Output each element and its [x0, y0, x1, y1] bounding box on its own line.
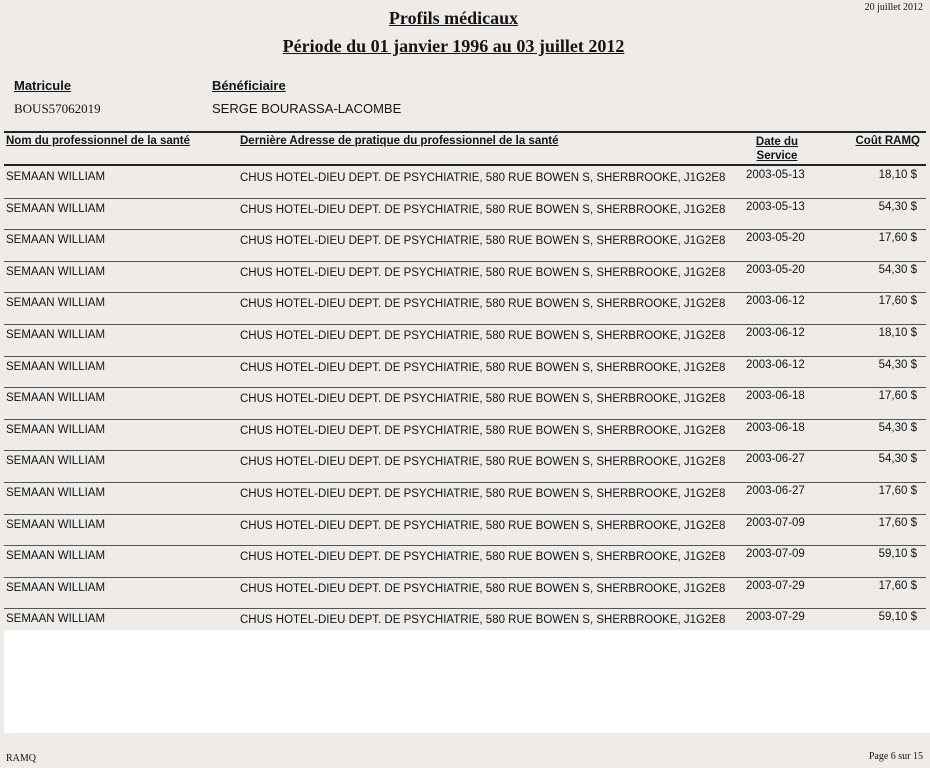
column-header-name: Nom du professionnel de la santé — [6, 135, 191, 147]
cell-cost: 54,30 $ — [878, 358, 917, 371]
cell-name: SEMAAN WILLIAM — [6, 581, 106, 594]
table-row — [4, 483, 926, 515]
cell-cost: 18,10 $ — [878, 169, 917, 181]
cell-name: SEMAAN WILLIAM — [6, 550, 106, 563]
cell-cost: 54,30 $ — [878, 453, 917, 466]
cell-date: 2003-05-13 — [746, 200, 805, 213]
cell-date: 2003-07-09 — [746, 548, 805, 561]
table-row — [4, 578, 926, 610]
cell-cost: 59,10 $ — [878, 548, 917, 561]
cell-cost: 17,60 $ — [878, 295, 917, 308]
cell-name: SEMAAN WILLIAM — [6, 392, 106, 405]
cell-address: CHUS HOTEL-DIEU DEPT. DE PSYCHIATRIE, 580 RUE BOWEN S, SHERBROOKE, J1G2E8 — [240, 298, 726, 311]
document-title: Profils médicaux — [388, 8, 519, 28]
table-row — [4, 546, 926, 578]
cell-address: CHUS HOTEL-DIEU DEPT. DE PSYCHIATRIE, 580 RUE BOWEN S, SHERBROOKE, J1G2E8 — [240, 329, 726, 342]
cell-name: SEMAAN WILLIAM — [6, 328, 106, 341]
cell-cost: 17,60 $ — [878, 484, 917, 497]
cell-address: CHUS HOTEL-DIEU DEPT. DE PSYCHIATRIE, 580 RUE BOWEN S, SHERBROOKE, J1G2E8 — [240, 393, 726, 406]
cell-name: SEMAAN WILLIAM — [6, 455, 106, 468]
table-row — [4, 515, 926, 547]
cell-address: CHUS HOTEL-DIEU DEPT. DE PSYCHIATRIE, 580 RUE BOWEN S, SHERBROOKE, J1G2E8 — [240, 519, 726, 532]
table-row — [4, 357, 926, 389]
cell-cost: 17,60 $ — [878, 390, 917, 403]
cell-date: 2003-07-09 — [746, 516, 805, 529]
cell-address: CHUS HOTEL-DIEU DEPT. DE PSYCHIATRIE, 580 RUE BOWEN S, SHERBROOKE, J1G2E8 — [240, 582, 726, 595]
cell-date: 2003-06-27 — [746, 453, 805, 466]
cell-address: CHUS HOTEL-DIEU DEPT. DE PSYCHIATRIE, 580 RUE BOWEN S, SHERBROOKE, J1G2E8 — [240, 172, 726, 184]
document-period: Période du 01 janvier 1996 au 03 juillet 2012 — [282, 36, 625, 56]
cell-name: SEMAAN WILLIAM — [6, 486, 106, 499]
beneficiary-value: SERGE BOURASSA-LACOMBE — [212, 101, 402, 116]
cell-date: 2003-05-20 — [746, 263, 805, 276]
cell-name: SEMAAN WILLIAM — [6, 297, 106, 310]
cell-name: SEMAAN WILLIAM — [6, 360, 106, 373]
table-body — [4, 167, 926, 641]
cell-address: CHUS HOTEL-DIEU DEPT. DE PSYCHIATRIE, 580 RUE BOWEN S, SHERBROOKE, J1G2E8 — [240, 614, 726, 627]
redacted-blank-area — [4, 630, 930, 733]
footer-source: RAMQ — [6, 753, 37, 764]
cell-date: 2003-06-12 — [746, 295, 805, 308]
cell-name: SEMAAN WILLIAM — [6, 613, 106, 626]
cell-cost: 54,30 $ — [878, 200, 917, 213]
cell-cost: 18,10 $ — [878, 326, 917, 339]
table-row — [4, 230, 926, 262]
cell-date: 2003-06-12 — [746, 358, 805, 371]
cell-date: 2003-06-12 — [746, 326, 805, 339]
cell-address: CHUS HOTEL-DIEU DEPT. DE PSYCHIATRIE, 580 RUE BOWEN S, SHERBROOKE, J1G2E8 — [240, 235, 726, 248]
column-header-date: Date du Service — [755, 136, 799, 162]
cell-name: SEMAAN WILLIAM — [6, 518, 106, 531]
table-row — [4, 325, 926, 357]
cell-date: 2003-06-18 — [746, 390, 805, 403]
cell-date: 2003-07-29 — [746, 611, 805, 624]
cell-name: SEMAAN WILLIAM — [6, 234, 106, 247]
table-row — [4, 293, 926, 325]
cell-cost: 54,30 $ — [878, 263, 917, 276]
cell-address: CHUS HOTEL-DIEU DEPT. DE PSYCHIATRIE, 580 RUE BOWEN S, SHERBROOKE, J1G2E8 — [240, 203, 726, 216]
table-row — [4, 262, 926, 294]
cell-date: 2003-05-20 — [746, 232, 805, 245]
cell-address: CHUS HOTEL-DIEU DEPT. DE PSYCHIATRIE, 580 RUE BOWEN S, SHERBROOKE, J1G2E8 — [240, 551, 726, 564]
print-date: 20 juillet 2012 — [864, 2, 923, 13]
beneficiary-label: Bénéficiaire — [212, 78, 286, 93]
cell-address: CHUS HOTEL-DIEU DEPT. DE PSYCHIATRIE, 580 RUE BOWEN S, SHERBROOKE, J1G2E8 — [240, 266, 726, 279]
cell-date: 2003-07-29 — [746, 579, 805, 592]
cell-address: CHUS HOTEL-DIEU DEPT. DE PSYCHIATRIE, 580 RUE BOWEN S, SHERBROOKE, J1G2E8 — [240, 456, 726, 469]
footer-page-number: Page 6 sur 15 — [868, 751, 923, 762]
cell-cost: 59,10 $ — [878, 611, 917, 624]
cell-address: CHUS HOTEL-DIEU DEPT. DE PSYCHIATRIE, 580 RUE BOWEN S, SHERBROOKE, J1G2E8 — [240, 487, 726, 500]
cell-name: SEMAAN WILLIAM — [6, 202, 106, 215]
cell-date: 2003-06-27 — [746, 484, 805, 497]
cell-name: SEMAAN WILLIAM — [6, 423, 106, 436]
cell-address: CHUS HOTEL-DIEU DEPT. DE PSYCHIATRIE, 580 RUE BOWEN S, SHERBROOKE, J1G2E8 — [240, 424, 726, 437]
table-header-bottom-rule — [4, 164, 926, 166]
table-row — [4, 199, 926, 231]
cell-cost: 17,60 $ — [878, 232, 917, 245]
cell-cost: 54,30 $ — [878, 421, 917, 434]
table-row — [4, 167, 926, 199]
table-header-top-rule — [4, 131, 926, 133]
cell-date: 2003-06-18 — [746, 421, 805, 434]
matricule-value: BOUS57062019 — [14, 101, 101, 116]
table-row — [4, 420, 926, 452]
cell-cost: 17,60 $ — [878, 516, 917, 529]
cell-date: 2003-05-13 — [746, 169, 805, 181]
table-row — [4, 388, 926, 420]
cell-address: CHUS HOTEL-DIEU DEPT. DE PSYCHIATRIE, 580 RUE BOWEN S, SHERBROOKE, J1G2E8 — [240, 361, 726, 374]
column-header-address: Dernière Adresse de pratique du professionnel de la santé — [240, 135, 559, 147]
matricule-label: Matricule — [14, 78, 72, 93]
cell-cost: 17,60 $ — [878, 579, 917, 592]
cell-name: SEMAAN WILLIAM — [6, 171, 106, 183]
column-header-cost: Coût RAMQ — [855, 135, 920, 147]
cell-name: SEMAAN WILLIAM — [6, 265, 106, 278]
table-row — [4, 451, 926, 483]
